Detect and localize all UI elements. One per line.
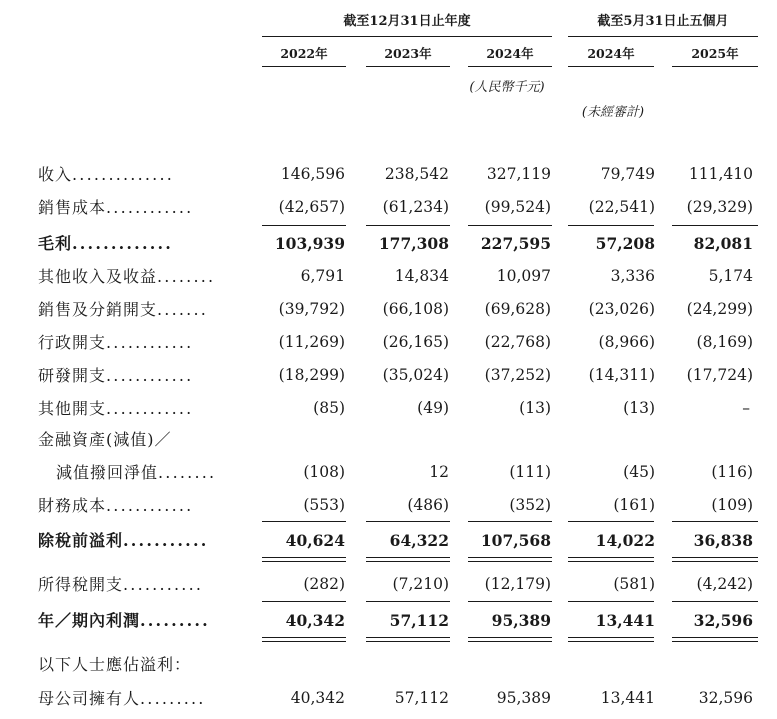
double-rule-2025-5m [672, 557, 758, 562]
value-2024: (37,252) [484, 366, 551, 384]
table-row-impairment-net [0, 456, 777, 489]
value-2023: (7,210) [392, 575, 449, 593]
value-2022: (85) [313, 399, 345, 417]
value-2024-5m: 13,441 [600, 689, 655, 707]
value-2023: 238,542 [384, 165, 449, 183]
value-2024-5m: 57,208 [595, 234, 655, 253]
row-label: 金融資產(減值)／ [38, 430, 172, 449]
double-rule-2023 [366, 557, 450, 562]
currency-note: (人民幣千元) [469, 80, 545, 95]
double-rule-2025-5m [672, 637, 758, 642]
value-2024-5m: (8,966) [598, 333, 655, 351]
double-rule-2024-5m [568, 637, 654, 642]
subtotal-rule-2024-5m [568, 225, 654, 226]
value-2024: (69,628) [484, 300, 551, 318]
value-2022: (18,299) [278, 366, 345, 384]
subtotal-rule-2022 [262, 601, 346, 602]
header-year-2024: 2024年 [486, 46, 534, 61]
subtotal-rule-2024 [468, 225, 552, 226]
double-rule-2023 [366, 637, 450, 642]
value-2023: (61,234) [382, 198, 449, 216]
table-row-selling-expenses [0, 293, 777, 326]
value-2025-5m: (4,242) [696, 575, 753, 593]
value-2025-5m: (116) [711, 463, 753, 481]
header-year-2024-five-months: 2024年 [587, 46, 635, 61]
header-group-five-months-rule [568, 36, 758, 37]
table-row-profit-for-period [0, 604, 777, 637]
header-year-rule-2024-five-months [568, 66, 654, 67]
value-2024-5m: 79,749 [600, 165, 655, 183]
value-2024: 327,119 [486, 165, 551, 183]
table-row-attributable-heading [0, 648, 777, 681]
value-2024: (12,179) [484, 575, 551, 593]
value-2022: 40,342 [285, 611, 345, 630]
subtotal-rule-2022 [262, 521, 346, 522]
double-rule-2024-5m [568, 557, 654, 562]
value-2024-5m: 3,336 [610, 267, 655, 285]
header-group-full-year-rule [262, 36, 552, 37]
row-label: 除稅前溢利........... [38, 531, 209, 550]
table-row-rd-expenses [0, 359, 777, 392]
value-2022: 40,342 [290, 689, 345, 707]
table-row-revenue [0, 158, 777, 191]
value-2022: (282) [303, 575, 345, 593]
value-2023: (66,108) [382, 300, 449, 318]
double-rule-2022 [262, 637, 346, 642]
value-2023: (26,165) [382, 333, 449, 351]
value-2023: 64,322 [389, 531, 449, 550]
row-label: 行政開支............ [38, 333, 194, 352]
value-2024-5m: (13) [623, 399, 655, 417]
subtotal-rule-2023 [366, 521, 450, 522]
double-rule-2024 [468, 557, 552, 562]
value-2025-5m: 82,081 [693, 234, 753, 253]
table-row-gross-profit [0, 227, 777, 260]
value-2023: 57,112 [389, 611, 449, 630]
value-2024: 107,568 [480, 531, 551, 550]
value-2023: 14,834 [394, 267, 449, 285]
table-row-admin-expenses [0, 326, 777, 359]
subtotal-rule-2024 [468, 521, 552, 522]
value-2025-5m: 32,596 [698, 689, 753, 707]
value-2022: 6,791 [300, 267, 345, 285]
value-2022: 103,939 [274, 234, 345, 253]
value-2023: 57,112 [394, 689, 449, 707]
value-2024: (22,768) [484, 333, 551, 351]
double-rule-2022 [262, 557, 346, 562]
value-2022: (11,269) [278, 333, 345, 351]
table-row-owners-of-parent [0, 682, 777, 715]
subtotal-rule-2025-5m [672, 225, 758, 226]
value-2022: (42,657) [278, 198, 345, 216]
value-2025-5m: 111,410 [688, 165, 753, 183]
value-2023: 177,308 [378, 234, 449, 253]
value-2025-5m: (109) [711, 496, 753, 514]
header-group-full-year: 截至12月31日止年度 [343, 14, 471, 29]
value-2022: 146,596 [280, 165, 345, 183]
row-label: 財務成本............ [38, 496, 194, 515]
row-label: 研發開支............ [38, 366, 194, 385]
value-2022: (553) [303, 496, 345, 514]
value-2025-5m: 36,838 [693, 531, 753, 550]
value-2024: (352) [509, 496, 551, 514]
row-label: 以下人士應佔溢利： [38, 655, 192, 674]
value-2025-5m: (24,299) [686, 300, 753, 318]
row-label: 毛利............. [38, 234, 174, 253]
value-2024-5m: (581) [613, 575, 655, 593]
unaudited-note: (未經審計) [581, 105, 645, 120]
value-2024: (13) [519, 399, 551, 417]
table-row-other-expenses [0, 392, 777, 425]
value-2023: 12 [429, 463, 449, 481]
row-label: 母公司擁有人......... [38, 689, 206, 708]
row-label: 其他收入及收益........ [38, 267, 216, 286]
table-row-profit-before-tax [0, 524, 777, 557]
header-year-2023: 2023年 [384, 46, 432, 61]
value-2024-5m: (22,541) [588, 198, 655, 216]
double-rule-2024 [468, 637, 552, 642]
header-year-2025-five-months: 2025年 [691, 46, 739, 61]
value-2024-5m: 14,022 [595, 531, 655, 550]
subtotal-rule-2024-5m [568, 521, 654, 522]
subtotal-rule-2025-5m [672, 601, 758, 602]
header-year-rule-2025-five-months [672, 66, 758, 67]
value-2023: (486) [407, 496, 449, 514]
value-2024-5m: (161) [613, 496, 655, 514]
header-group-five-months: 截至5月31日止五個月 [597, 14, 729, 29]
table-row-cost-of-sales [0, 191, 777, 224]
row-label: 其他開支............ [38, 399, 194, 418]
table-row-other-income [0, 260, 777, 293]
header-year-rule-2024 [468, 66, 552, 67]
value-2025-5m: 5,174 [708, 267, 753, 285]
value-2024: 95,389 [496, 689, 551, 707]
value-2024-5m: (23,026) [588, 300, 655, 318]
subtotal-rule-2023 [366, 601, 450, 602]
value-2022: (39,792) [278, 300, 345, 318]
subtotal-rule-2024-5m [568, 601, 654, 602]
value-2025-5m: (8,169) [696, 333, 753, 351]
value-2024: 10,097 [496, 267, 551, 285]
value-2024: 227,595 [480, 234, 551, 253]
value-2024-5m: 13,441 [595, 611, 655, 630]
row-label: 減值撥回淨值........ [56, 463, 217, 482]
row-label: 所得稅開支........... [38, 575, 204, 594]
row-label: 收入.............. [38, 165, 175, 184]
row-label: 銷售及分銷開支....... [38, 300, 209, 319]
table-row-finance-costs [0, 489, 777, 522]
value-2024-5m: (45) [623, 463, 655, 481]
subtotal-rule-2022 [262, 225, 346, 226]
value-2025-5m: (17,724) [686, 366, 753, 384]
row-label: 年／期內利潤......... [38, 611, 210, 630]
subtotal-rule-2023 [366, 225, 450, 226]
value-2024: (99,524) [484, 198, 551, 216]
value-2024: 95,389 [491, 611, 551, 630]
header-year-rule-2023 [366, 66, 450, 67]
value-2024-5m: (14,311) [588, 366, 655, 384]
table-row-income-tax [0, 568, 777, 601]
value-2023: (49) [417, 399, 449, 417]
header-year-rule-2022 [262, 66, 346, 67]
value-2025-5m: (29,329) [686, 198, 753, 216]
header-year-2022: 2022年 [280, 46, 328, 61]
value-2022: 40,624 [285, 531, 345, 550]
value-2025-5m: – [742, 399, 750, 417]
value-2025-5m: 32,596 [693, 611, 753, 630]
subtotal-rule-2024 [468, 601, 552, 602]
value-2024: (111) [509, 463, 551, 481]
value-2023: (35,024) [382, 366, 449, 384]
subtotal-rule-2025-5m [672, 521, 758, 522]
value-2022: (108) [303, 463, 345, 481]
row-label: 銷售成本............ [38, 198, 194, 217]
table-row-impairment-heading [0, 423, 777, 456]
